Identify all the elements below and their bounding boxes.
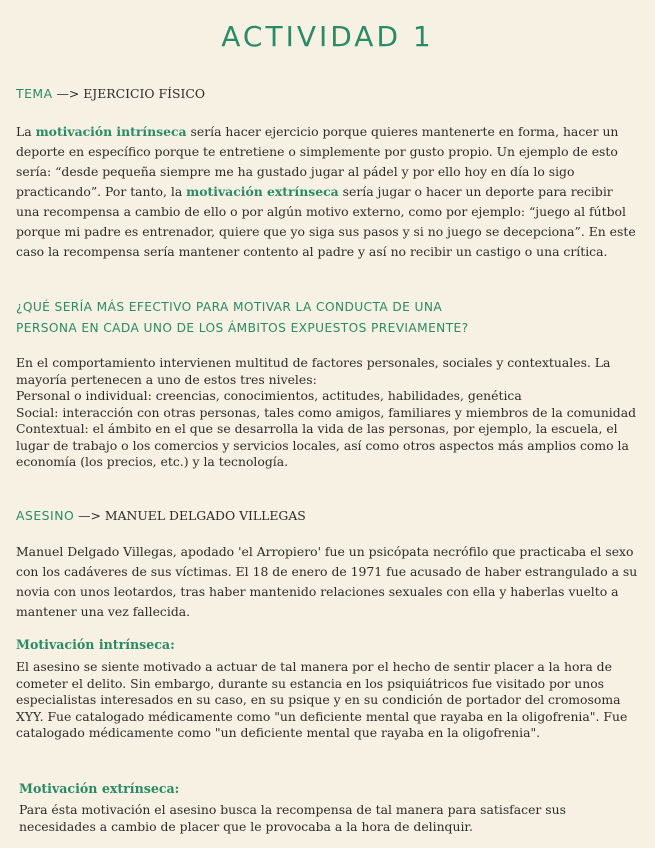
- para1-text-2: sería hacer ejercicio porque quieres mantenerte en forma, hacer un deporte en específico porque te entretiene o simplemente por gusto propio. Un ejemplo de esto sería: “desde pequeña siempre me ha gustado jugar al pádel y por ello hoy en día lo sigo practicando”. Por tanto, la: [16, 124, 619, 199]
- paragraph-behavior-levels: En el comportamiento intervienen multitud de factores personales, sociales y contextuales. La mayoría pertenecen a uno de estos tres niveles: Personal o individual: creencias, conocimientos, actitudes, habilidades, genética Social: interacción con otras personas, tales como amigos, familiares y miembros de la comunidad Contextual: el ámbito en el que se desarrolla la vida de las personas, por ejemplo, la escuela, el lugar de trabajo o los comercios y servicios locales, así como otros aspectos más amplios como la economía (los precios, etc.) y la tecnología.: [16, 355, 637, 469]
- asesino-label: ASESINO: [16, 508, 75, 523]
- question-line-2: PERSONA EN CADA UNO DE LOS ÁMBITOS EXPUESTOS PREVIAMENTE?: [16, 321, 469, 335]
- tema-label: TEMA: [16, 86, 53, 101]
- asesino-line: [16, 508, 306, 523]
- para1-text-1: La: [16, 124, 36, 139]
- keyword-intrinsic: motivación intrínseca: [35, 124, 187, 139]
- question-line-1: ¿QUÉ SERÍA MÁS EFECTIVO PARA MOTIVAR LA CONDUCTA DE UNA: [16, 300, 443, 314]
- paragraph-intrinsic: El asesino se siente motivado a actuar de tal manera por el hecho de sentir placer a la hora de cometer el delito. Sin embargo, durante su estancia en los psiquiátricos fue visitado por unos especialistas interesados en su caso, en su psique y en su condición de portador del cromosoma XYY. Fue catalogado médicamente como "un deficiente mental que rayaba en la oligofrenia". Fue catalogado médicamente como "un deficiente mental que rayaba en la oligofrenia".: [16, 659, 628, 740]
- paragraph-killer-bio: Manuel Delgado Villegas, apodado 'el Arropiero' fue un psicópata necrófilo que practicaba el sexo con los cadáveres de sus víctimas. El 18 de enero de 1971 fue acusado de haber estrangulado a su novia con unos leotardos, tras haber mantenido relaciones sexuales con ella y haberlas vuelto a mantener una vez fallecida.: [16, 544, 638, 619]
- paragraph-extrinsic: Para ésta motivación el asesino busca la recompensa de tal manera para satisfacer sus necesidades a cambio de placer que le provocaba a la hora de delinquir.: [19, 802, 566, 834]
- paragraph-motivation-example: [16, 122, 638, 262]
- tema-value: EJERCICIO FÍSICO: [83, 86, 205, 101]
- asesino-value: MANUEL DELGADO VILLEGAS: [104, 508, 306, 523]
- para1-text-3: sería jugar o hacer un deporte para recibir una recompensa a cambio de ello o por algún motivo externo, como por ejemplo: “juego al fútbol porque mi padre es entrenador, quiere que yo siga sus pasos y si no juego se decepciona”. En este caso la recompensa sería mantener contento al padre y así no recibir un castigo o una crítica.: [16, 184, 636, 259]
- asesino-arrow: —>: [74, 508, 105, 523]
- tema-arrow: —>: [52, 86, 84, 101]
- page-title: ACTIVIDAD 1: [221, 20, 434, 53]
- tema-line: [16, 86, 205, 101]
- keyword-extrinsic: motivación extrínseca: [186, 184, 339, 199]
- intrinsic-heading: Motivación intrínseca:: [16, 637, 175, 652]
- question-heading: [16, 297, 636, 339]
- extrinsic-heading: Motivación extrínseca:: [19, 781, 180, 796]
